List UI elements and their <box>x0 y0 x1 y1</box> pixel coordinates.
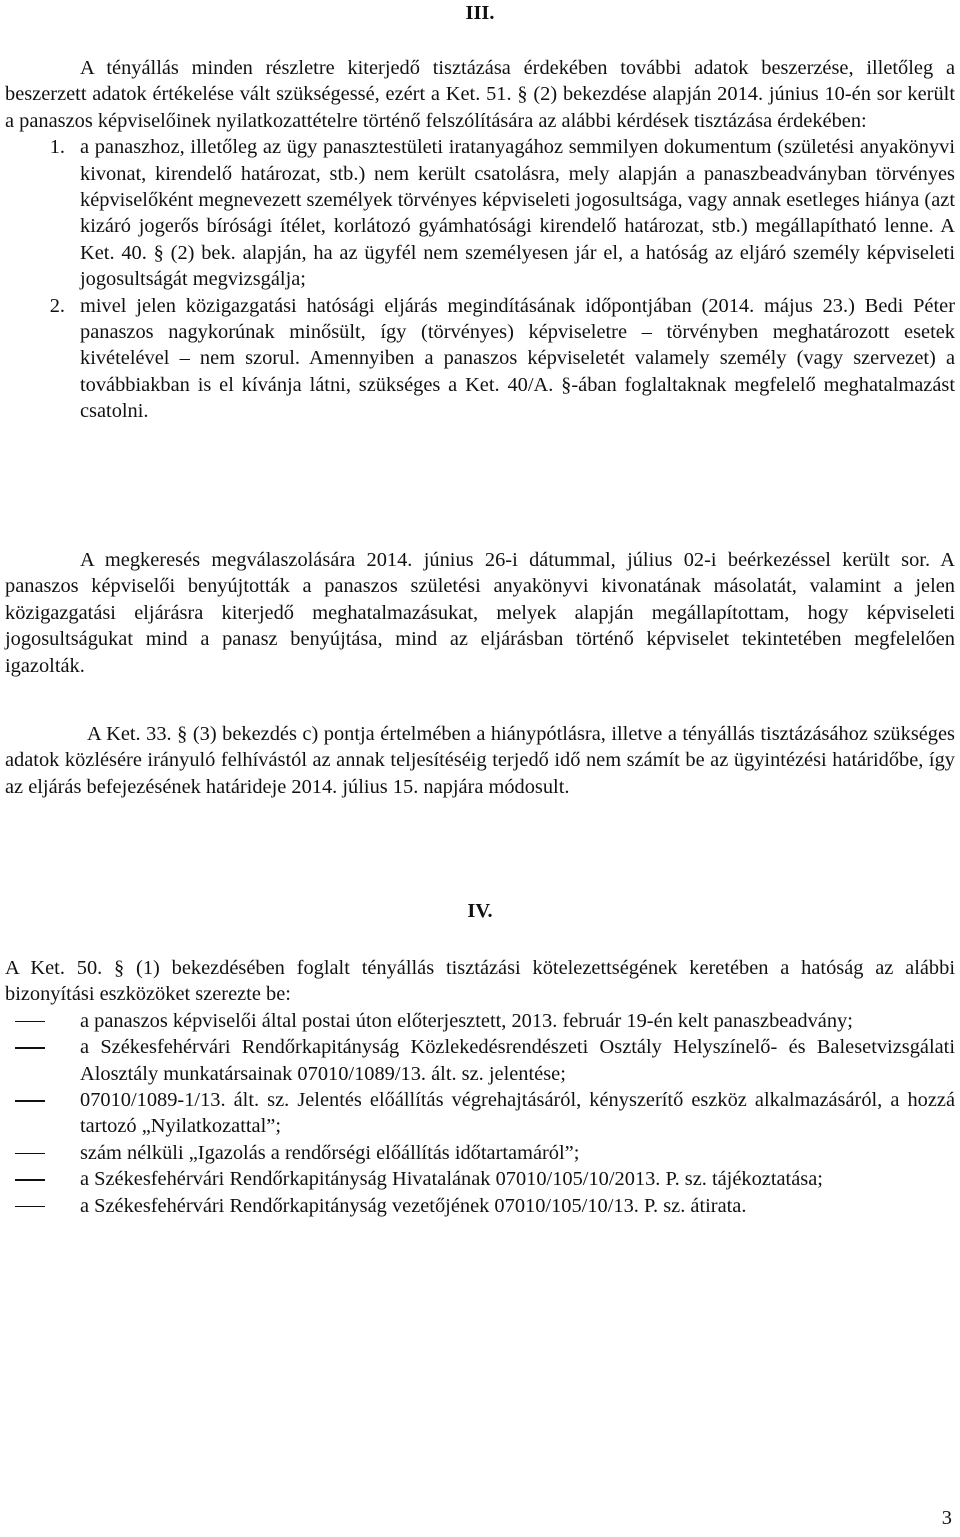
list-item <box>5 134 955 292</box>
dash-bullet-icon <box>15 1179 45 1181</box>
response-paragraph: A megkeresés megválaszolására 2014. június 26-i dátummal, július 02-i beérkezéssel került sor. A panaszos képviselői benyújtották a panaszos születési anyakönyvi kivonatának másolatát, valamint a jelen közigazgatási eljárásra kiterjedő meghatalmazásukat, melyek alapján megállapítottam, hogy képviseleti jogosultságukat mind a panasz benyújtása, mind az eljárásban történő képviselet tekintetében megfelelően igazolták. <box>5 549 955 677</box>
dash-bullet-icon <box>15 1047 45 1049</box>
list-item-number: 2. <box>49 294 65 317</box>
dash-bullet-icon <box>15 1153 45 1155</box>
dash-bullet-icon <box>15 1206 45 1208</box>
list-item-text: a panaszhoz, illetőleg az ügy panasztestületi iratanyagához semmilyen dokumentum (születési anyakönyvi kivonat, kirendelő határozat, stb.) nem került csatolásra, mely alapján a panaszbeadványban törvényes képviselőként megnevezett személyek törvényes képviseleti jogosultsága, vagy annak esetleges hiánya (azt kizáró jogerős bírósági ítélet, korlátozó gyámhatósági kirendelő határozat, stb.) megállapítható lenne. A Ket. 40. § (2) bek. alapján, ha az ügyfél nem személyesen jár el, a hatóság az eljáró személy képviseleti jogosultságát megvizsgálja; <box>80 136 955 291</box>
intro-paragraph: A tényállás minden részletre kiterjedő tisztázása érdekében további adatok beszerzése, illetőleg a beszerzett adatok értékelése vált szükségessé, ezért a Ket. 51. § (2) bekezdése alapján 2014. június 10-én sor került a panaszos képviselőinek nyilatkozattételre történő felszólítására az alábbi kérdések tisztázása érdekében: <box>5 57 955 132</box>
evidence-list-item <box>5 1087 955 1140</box>
evidence-item-text: a Székesfehérvári Rendőrkapitányság vezetőjének 07010/105/10/13. P. sz. átirata. <box>80 1194 747 1217</box>
evidence-list-item <box>5 1140 955 1166</box>
page-number: 3 <box>941 1507 952 1529</box>
dash-bullet-icon <box>15 1021 45 1023</box>
evidence-item-text: szám nélküli „Igazolás a rendőrségi előállítás időtartamáról”; <box>80 1141 580 1164</box>
list-item <box>5 293 955 425</box>
section-heading-iv: IV. <box>467 900 493 922</box>
evidence-item-text: 07010/1089-1/13. ált. sz. Jelentés előállítás végrehajtásáról, kényszerítő eszköz alkalmazásáról, a hozzá tartozó „Nyilatkozattal”; <box>80 1089 955 1138</box>
deadline-paragraph: A Ket. 33. § (3) bekezdés c) pontja értelmében a hiánypótlásra, illetve a tényállás tisztázásához szükséges adatok közlésére irányuló felhívástól az annak teljesítéséig terjedő idő nem számít be az ügyintézési határidőbe, így az eljárás befejezésének határideje 2014. július 15. napjára módosult. <box>5 723 955 798</box>
evidence-item-text: a Székesfehérvári Rendőrkapitányság Közlekedésrendészeti Osztály Helyszínelő- és Balesetvizsgálati Alosztály munkatársainak 07010/1089/13. ált. sz. jelentése; <box>80 1036 955 1085</box>
evidence-list-item <box>5 1166 955 1192</box>
dash-bullet-icon <box>15 1100 45 1102</box>
evidence-intro-paragraph: A Ket. 50. § (1) bekezdésében foglalt tényállás tisztázási kötelezettségének keretében a hatóság az alábbi bizonyítási eszközöket szerezte be: <box>5 957 955 1006</box>
response-paragraph-block <box>5 547 955 679</box>
evidence-list-item <box>5 1193 955 1219</box>
section-heading-iii: III. <box>465 2 495 24</box>
evidence-item-text: a Székesfehérvári Rendőrkapitányság Hivatalának 07010/105/10/2013. P. sz. tájékoztatása; <box>80 1168 823 1191</box>
evidence-item-text: a panaszos képviselői által postai úton előterjesztett, 2013. február 19-én kelt panaszbeadvány; <box>80 1009 853 1032</box>
section-iv-body <box>5 955 955 1219</box>
evidence-list-item <box>5 1008 955 1034</box>
list-item-text: mivel jelen közigazgatási hatósági eljárás megindításának időpontjában (2014. május 23.) Bedi Péter panaszos nagykorúnak minősült, így (törvényes) képviseletre – törvényben meghatározott esetek kivételével – nem szorul. Amennyiben a panaszos képviseletét valamely személy (vagy szervezet) a továbbiakban is el kívánja látni, szükséges a Ket. 40/A. §-ában foglaltaknak megfelelő meghatalmazást csatolni. <box>80 294 955 423</box>
deadline-paragraph-block <box>5 721 955 800</box>
section-iii-body <box>5 55 955 425</box>
list-item-number: 1. <box>49 136 65 159</box>
evidence-list-item <box>5 1034 955 1087</box>
